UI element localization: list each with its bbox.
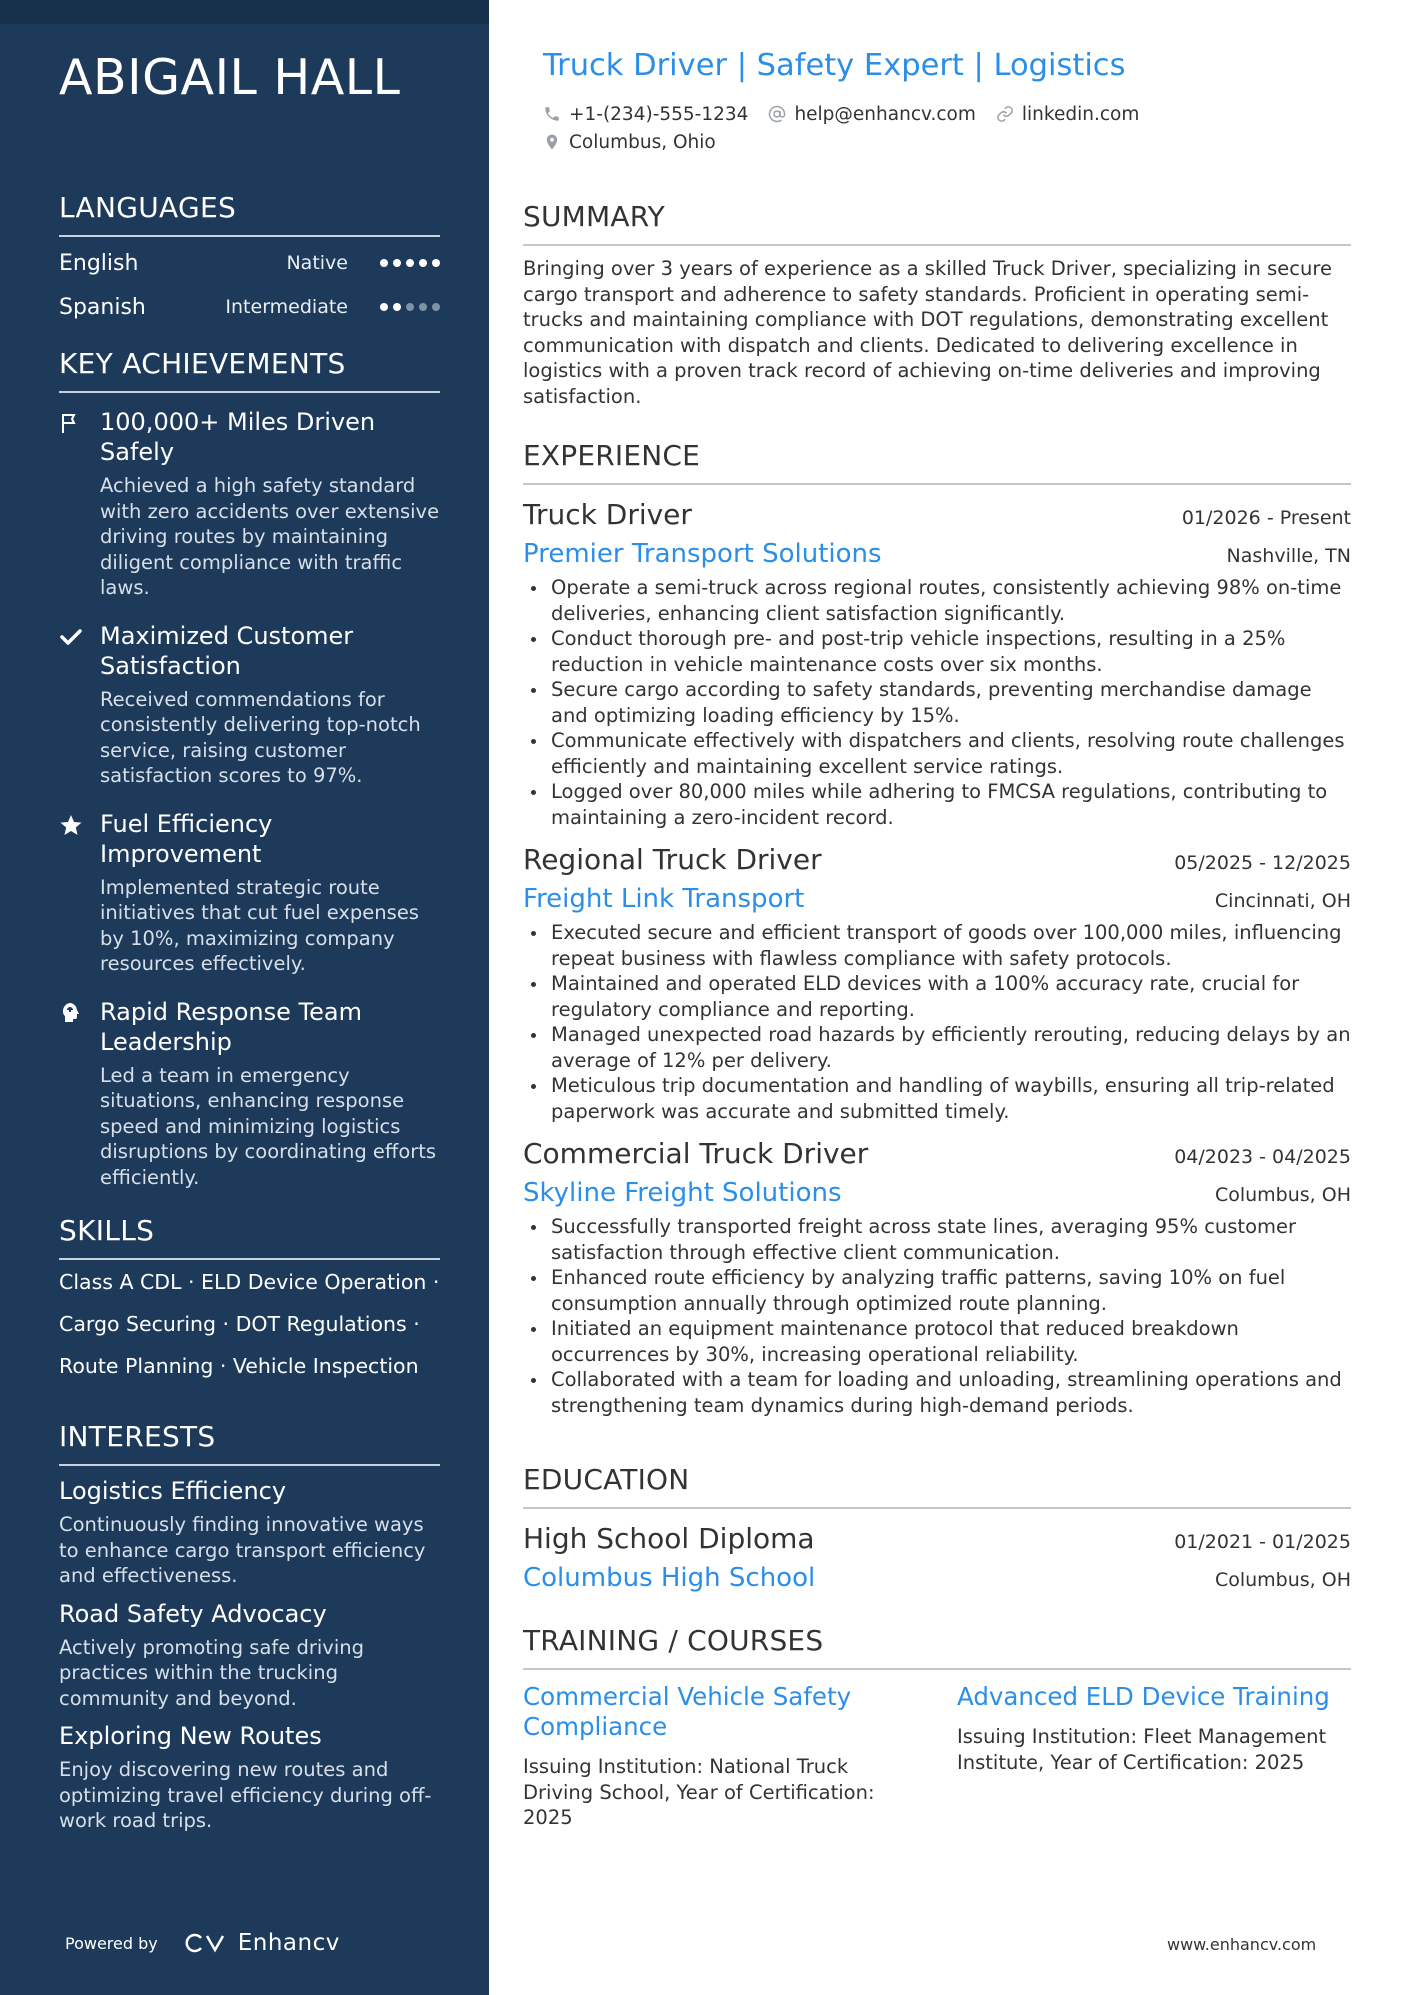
achievement-title: Maximized Customer Satisfaction [100,621,354,680]
job-bullet: Communicate effectively with dispatchers and clients, resolving route challenges efficiently and maintaining excellent service ratings. [523,728,1351,779]
degree-title: High School Diploma [523,1522,815,1555]
school-location: Columbus, OH [1214,1569,1351,1591]
footer-website[interactable]: www.enhancv.com [1167,1935,1317,1954]
enhancv-brand: Enhancv [237,1930,340,1956]
course-item [957,1682,1351,1831]
link-icon [996,105,1014,123]
interest-title: Logistics Efficiency [59,1477,287,1505]
enhancv-logo[interactable] [184,1930,340,1956]
proficiency-dot [380,259,388,267]
sidebar-top-bar [0,0,489,24]
job-bullets [523,920,1351,1124]
achievement-item [59,997,440,1191]
course-item [523,1682,917,1831]
course-title: Commercial Vehicle Safety Compliance [523,1682,852,1741]
achievements-section [59,347,440,1190]
location-pin-icon [543,133,561,151]
language-name: English [59,250,139,276]
job-entry [523,1136,1351,1418]
experience-heading: EXPERIENCE [523,439,1351,485]
check-icon [59,621,100,789]
job-bullet: Logged over 80,000 miles while adhering to FMCSA regulations, contributing to maintaining a zero-incident record. [523,779,1351,830]
job-entry [523,842,1351,1124]
phone-icon [543,105,561,123]
interest-item [59,1476,440,1589]
education-heading: EDUCATION [523,1463,1351,1509]
training-heading: TRAINING / COURSES [523,1624,1351,1670]
job-bullet: Managed unexpected road hazards by efficiently rerouting, reducing delays by an average of 12% per delivery. [523,1022,1351,1073]
job-bullets [523,575,1351,830]
proficiency-dot [419,259,427,267]
interests-heading: INTERESTS [59,1420,440,1466]
linkedin-text: linkedin.com [1021,103,1140,125]
achievement-description: Received commendations for consistently delivering top-notch service, raising customer satisfaction scores to 97%. [100,687,421,787]
course-description: Issuing Institution: National Truck Driving School, Year of Certification: 2025 [523,1755,875,1829]
flag-icon [59,407,100,601]
job-company: Skyline Freight Solutions [523,1178,842,1208]
training-section [523,1624,1351,1831]
interest-description: Continuously finding innovative ways to enhance cargo transport efficiency and effectiveness. [59,1513,426,1587]
brain-icon [59,997,100,1191]
contact-info [543,100,1159,156]
job-title: Truck Driver [523,498,692,531]
summary-text: Bringing over 3 years of experience as a skilled Truck Driver, specializing in secure cargo transport and adherence to safety standards. Proficient in operating semi-trucks and maintaining compliance with DOT regulations, demonstrating excellent communication with dispatch and clients. Dedicated to delivering excellence in logistics with a proven track record of achieving on-time deliveries and improving satisfaction. [523,257,1332,408]
proficiency-dots [380,259,440,267]
achievement-item [59,621,440,789]
proficiency-dot [406,259,414,267]
achievement-title: Rapid Response Team Leadership [100,997,362,1056]
language-row [59,241,440,285]
interest-title: Road Safety Advocacy [59,1599,327,1628]
job-date: 01/2026 - Present [1181,507,1351,529]
summary-section [523,200,1351,409]
language-level: Native [286,252,348,274]
skills-line: Class A CDL · ELD Device Operation · [59,1270,440,1294]
sidebar [0,0,489,1995]
proficiency-dot [393,259,401,267]
education-entry [523,1521,1351,1595]
job-company: Premier Transport Solutions [523,539,882,569]
language-row [59,285,440,329]
languages-heading: LANGUAGES [59,191,440,237]
proficiency-dots [380,303,440,311]
achievement-title: Fuel Efficiency Improvement [100,809,273,868]
experience-section [523,439,1351,1418]
job-date: 04/2023 - 04/2025 [1174,1146,1351,1168]
job-title: Commercial Truck Driver [523,1137,869,1170]
job-location: Columbus, OH [1214,1184,1351,1206]
proficiency-dot [380,303,388,311]
job-bullet: Conduct thorough pre- and post-trip vehicle inspections, resulting in a 25% reduction in vehicle maintenance costs over six months. [523,626,1351,677]
at-icon [768,105,786,123]
skills-section [59,1214,440,1380]
headline: Truck Driver | Safety Expert | Logistics [543,48,1126,83]
job-location: Nashville, TN [1226,545,1351,567]
skills-heading: SKILLS [59,1214,440,1260]
job-bullet: Meticulous trip documentation and handling of waybills, ensuring all trip-related paperwork was accurate and submitted timely. [523,1073,1351,1124]
language-name: Spanish [59,294,146,320]
location-text: Columbus, Ohio [569,131,716,153]
achievement-title: 100,000+ Miles Driven Safely [100,408,376,466]
job-location: Cincinnati, OH [1214,890,1351,912]
proficiency-dot [432,303,440,311]
achievement-item [59,809,440,977]
course-title: Advanced ELD Device Training [957,1682,1330,1711]
interest-item [59,1721,440,1834]
powered-by-label: Powered by [65,1933,158,1953]
achievement-description: Led a team in emergency situations, enhancing response speed and minimizing logistics disruptions by coordinating efforts efficiently. [100,1063,437,1189]
skills-line: Cargo Securing · DOT Regulations · [59,1312,420,1336]
job-bullet: Maintained and operated ELD devices with a 100% accuracy rate, crucial for regulatory compliance and reporting. [523,971,1351,1022]
job-bullet: Executed secure and efficient transport of goods over 100,000 miles, influencing repeat business with flawless compliance with safety protocols. [523,920,1351,971]
interest-title: Exploring New Routes [59,1722,322,1750]
interests-section [59,1420,440,1834]
job-entry [523,497,1351,830]
job-bullet: Secure cargo according to safety standards, preventing merchandise damage and optimizing loading efficiency by 15%. [523,677,1351,728]
job-bullet: Initiated an equipment maintenance protocol that reduced breakdown occurrences by 30%, increasing operational reliability. [523,1316,1351,1367]
interest-description: Actively promoting safe driving practices within the trucking community and beyond. [59,1635,364,1710]
summary-heading: SUMMARY [523,200,1351,246]
proficiency-dot [432,259,440,267]
proficiency-dot [419,303,427,311]
language-level: Intermediate [225,296,348,318]
languages-section [59,191,440,329]
achievement-item [59,407,440,601]
skills-line: Route Planning · Vehicle Inspection [59,1354,419,1378]
job-date: 05/2025 - 12/2025 [1174,852,1351,874]
education-section [523,1463,1351,1595]
job-bullet: Operate a semi-truck across regional routes, consistently achieving 98% on-time deliveries, enhancing client satisfaction significantly. [523,575,1351,626]
job-bullet: Enhanced route efficiency by analyzing traffic patterns, saving 10% on fuel consumption annually through optimized route planning. [523,1265,1351,1316]
school-name: Columbus High School [523,1563,816,1593]
education-date: 01/2021 - 01/2025 [1174,1531,1351,1553]
powered-by [65,1930,340,1956]
job-title: Regional Truck Driver [523,843,822,876]
achievement-description: Implemented strategic route initiatives that cut fuel expenses by 10%, maximizing company resources effectively. [100,875,419,975]
achievement-description: Achieved a high safety standard with zero accidents over extensive driving routes by maintaining diligent compliance with traffic laws. [100,474,440,599]
contact-phone[interactable] [543,104,748,125]
contact-linkedin[interactable] [996,104,1139,125]
candidate-name: ABIGAIL HALL [59,49,401,106]
phone-text: +1-(234)-555-1234 [569,103,749,125]
email-text: help@enhancv.com [794,103,976,125]
course-description: Issuing Institution: Fleet Management Institute, Year of Certification: 2025 [957,1725,1327,1774]
job-company: Freight Link Transport [523,884,805,914]
interest-description: Enjoy discovering new routes and optimizing travel efficiency during off-work road trips. [59,1758,432,1832]
contact-email[interactable] [768,104,975,125]
achievements-heading: KEY ACHIEVEMENTS [59,347,440,393]
star-icon [59,809,100,977]
job-bullet: Collaborated with a team for loading and unloading, streamlining operations and strengthening team dynamics during high-demand periods. [523,1367,1351,1418]
job-bullet: Successfully transported freight across state lines, averaging 95% customer satisfaction through effective client communication. [523,1214,1351,1265]
proficiency-dot [393,303,401,311]
enhancv-logo-icon [184,1932,230,1954]
contact-location [543,132,716,153]
interest-item [59,1599,440,1712]
job-bullets [523,1214,1351,1418]
proficiency-dot [406,303,414,311]
